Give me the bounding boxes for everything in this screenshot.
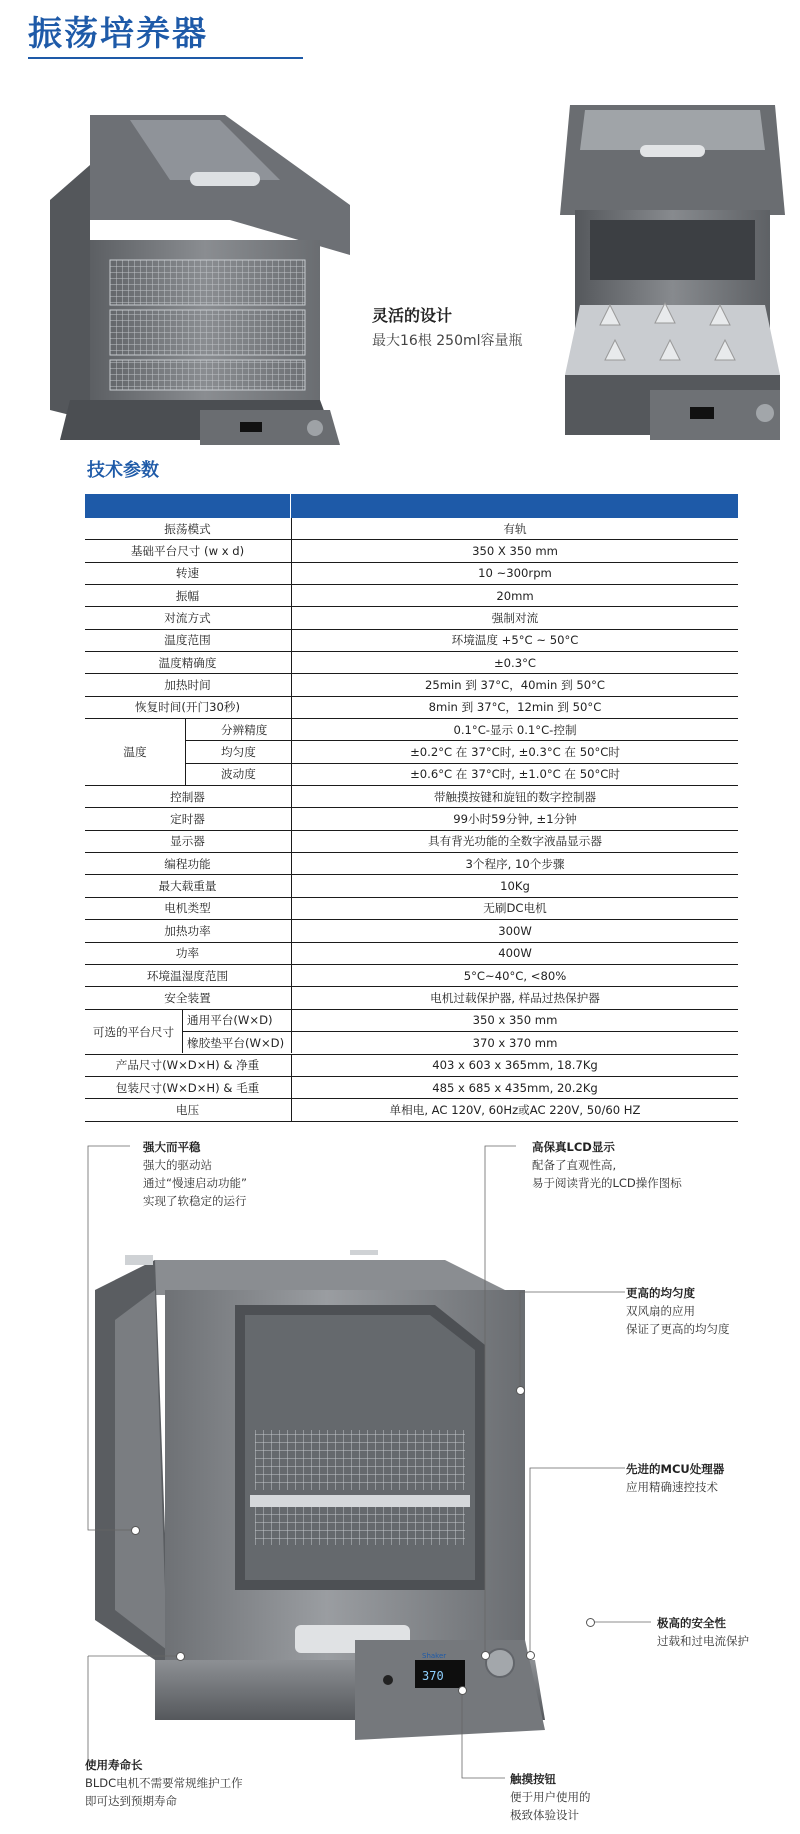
row-label: 编程功能 (164, 856, 211, 871)
callout-line: 配备了直观性高, (532, 1158, 617, 1172)
row-label: 安全装置 (164, 990, 211, 1005)
row-label: 对流方式 (164, 611, 211, 626)
row-label: 加热时间 (164, 678, 211, 693)
row-value: 有轨 (291, 518, 738, 539)
callout-dot (131, 1526, 140, 1535)
callout-dot (176, 1652, 185, 1661)
row-value: 403 x 603 x 365mm, 18.7Kg (291, 1055, 738, 1076)
row-label: 最大载重量 (158, 879, 217, 894)
callout-title: 更高的均匀度 (626, 1286, 695, 1300)
row-value: 10Kg (291, 875, 738, 896)
row-label: 通用平台(W×D) (182, 1010, 290, 1031)
display-brand: Shaker (422, 1652, 447, 1660)
callout-title: 触摸按钮 (510, 1772, 556, 1786)
callout-uniformity (626, 1284, 730, 1338)
feature-subtitle: 最大16根 250ml容量瓶 (372, 333, 523, 349)
callout-safety (657, 1614, 749, 1650)
page-title: 振荡培养器 (28, 14, 208, 54)
row-label: 电机类型 (164, 901, 211, 916)
row-value: 0.1°C-显示 0.1°C-控制 (291, 719, 738, 740)
callout-line: 即可达到预期寿命 (85, 1794, 177, 1808)
row-label: 均匀度 (185, 741, 290, 762)
callout-line: 过载和过电流保护 (657, 1634, 749, 1648)
row-value: 电机过载保护器, 样品过热保护器 (291, 987, 738, 1008)
row-value: ±0.2°C 在 37°C时, ±0.3°C 在 50°C时 (291, 741, 738, 762)
callout-dot (526, 1651, 535, 1660)
row-value: 具有背光功能的全数字液晶显示器 (291, 831, 738, 852)
row-value: 20mm (291, 585, 738, 606)
row-label: 基础平台尺寸 (w x d) (130, 544, 245, 559)
row-label: 显示器 (170, 834, 205, 849)
row-value: 300W (291, 920, 738, 941)
spec-heading: 技术参数 (87, 460, 159, 481)
row-value: 强制对流 (291, 607, 738, 628)
callout-line: 实现了软稳定的运行 (143, 1194, 247, 1208)
callout-line: 便于用户使用的 (510, 1790, 591, 1804)
row-value: 400W (291, 943, 738, 964)
row-value: ±0.3°C (291, 652, 738, 673)
callout-dot (586, 1618, 595, 1627)
callout-title: 先进的MCU处理器 (626, 1462, 725, 1476)
callout-line: 应用精确速控技术 (626, 1480, 718, 1494)
callout-lcd (532, 1138, 682, 1192)
callout-line: 保证了更高的均匀度 (626, 1322, 730, 1336)
callout-line: 极致体验设计 (510, 1808, 579, 1822)
callout-line: 双风扇的应用 (626, 1304, 695, 1318)
row-value: 8min 到 37°C，12min 到 50°C (291, 697, 738, 718)
callout-title: 极高的安全性 (657, 1616, 726, 1630)
row-value: 单相电, AC 120V, 60Hz或AC 220V, 50/60 HZ (291, 1099, 738, 1120)
row-label: 定时器 (170, 812, 205, 827)
row-value: 5°C~40°C, <80% (291, 965, 738, 986)
row-label: 加热功率 (164, 923, 211, 938)
row-label: 恢复时间(开门30秒) (135, 700, 240, 715)
row-value: 无刷DC电机 (291, 898, 738, 919)
row-label: 振幅 (175, 588, 200, 603)
callout-touch (510, 1770, 591, 1824)
callout-mcu (626, 1460, 724, 1496)
row-value: 3个程序, 10个步骤 (291, 853, 738, 874)
group-label: 可选的平台尺寸 (92, 1024, 175, 1039)
row-label: 产品尺寸(W×D×H) & 净重 (115, 1058, 260, 1073)
callout-line: 通过“慢速启动功能” (143, 1176, 247, 1190)
row-value: 370 x 370 mm (291, 1032, 738, 1053)
row-label: 转速 (175, 566, 200, 581)
row-label: 波动度 (185, 764, 290, 785)
row-label: 电压 (175, 1102, 200, 1117)
row-value: 485 x 685 x 435mm, 20.2Kg (291, 1077, 738, 1098)
callout-title: 使用寿命长 (85, 1758, 143, 1772)
callout-stable (143, 1138, 247, 1210)
row-value: 99小时59分钟, ±1分钟 (291, 808, 738, 829)
feature-title: 灵活的设计 (372, 306, 453, 325)
row-value: 350 x 350 mm (291, 1010, 738, 1031)
callout-dot (516, 1386, 525, 1395)
callout-dot (481, 1651, 490, 1660)
callout-title: 强大而平稳 (143, 1140, 201, 1154)
callout-title: 高保真LCD显示 (532, 1140, 615, 1154)
row-value: 10 ~300rpm (291, 563, 738, 584)
row-label: 分辨精度 (185, 719, 290, 740)
group-label: 温度 (123, 745, 147, 760)
row-value: 350 X 350 mm (291, 540, 738, 561)
callout-line: 易于阅读背光的LCD操作图标 (532, 1176, 682, 1190)
row-label: 温度范围 (164, 633, 211, 648)
callout-dot (458, 1686, 467, 1695)
row-label: 功率 (175, 946, 200, 961)
row-label: 橡胶垫平台(W×D) (182, 1032, 290, 1053)
row-value: 环境温度 +5°C ~ 50°C (291, 630, 738, 651)
row-value: ±0.6°C 在 37°C时, ±1.0°C 在 50°C时 (291, 764, 738, 785)
row-label: 环境温湿度范围 (146, 968, 229, 983)
row-value: 25min 到 37°C，40min 到 50°C (291, 674, 738, 695)
row-label: 包装尺寸(W×D×H) & 毛重 (115, 1080, 260, 1095)
row-label: 温度精确度 (158, 655, 217, 670)
callout-line: BLDC电机不需要常规维护工作 (85, 1776, 243, 1790)
callout-line: 强大的驱动站 (143, 1158, 212, 1172)
row-value: 带触摸按键和旋钮的数字控制器 (291, 786, 738, 807)
row-label: 振荡模式 (164, 521, 211, 536)
row-label: 控制器 (170, 789, 205, 804)
display-reading: 370 (422, 1669, 444, 1683)
callout-life (85, 1756, 243, 1810)
